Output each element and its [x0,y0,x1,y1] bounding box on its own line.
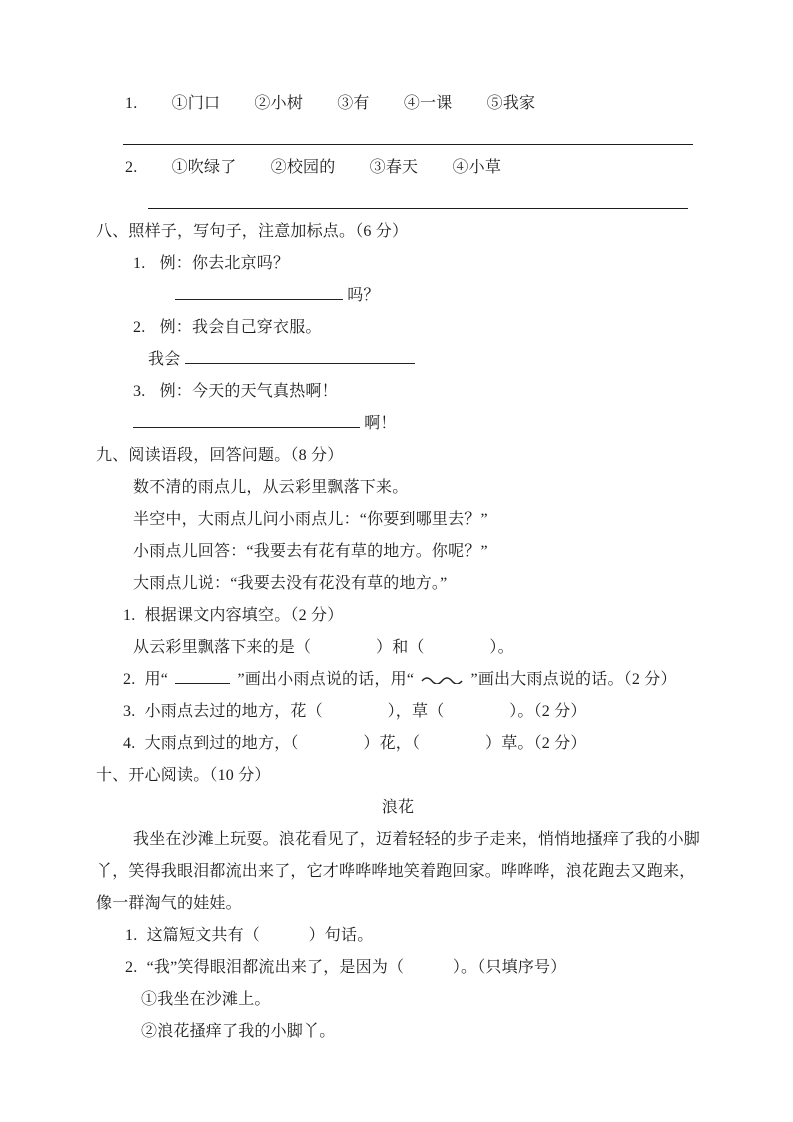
passage-line: 我坐在沙滩上玩耍。浪花看见了，迈着轻轻的步子走来，悄悄地搔痒了我的小脚 [133,831,701,848]
word-order-item-2 [96,152,700,184]
example-sentence: 例：我会自己穿衣服。 [159,319,322,336]
section-9-question-1 [96,600,700,632]
item-number: 1. [133,255,146,272]
passage-line: 丫，笑得我眼泪都流出来了，它才哗哗哗地笑着跑回家。哗哗哗，浪花跑去又跑来， [96,863,696,880]
section-9-question-3 [96,696,700,728]
passage-line: 数不清的雨点儿，从云彩里飘落下来。 [133,479,409,496]
question-number: 4. [123,735,136,752]
item-number: 2. [133,319,146,336]
question-number: 2. [125,959,138,976]
answer-line [123,120,693,145]
question-text: ”画出大雨点说的话。（2 分） [470,671,677,688]
worksheet-content [96,88,700,1048]
passage-title: 浪花 [381,799,415,816]
section-8-answer-1 [96,280,700,312]
item-number: 1. [125,95,138,112]
answer-line-row [96,120,700,152]
word-option: ④一课 [403,95,453,112]
question-number: 3. [123,703,136,720]
fill-blank-line [185,346,415,364]
question-number: 2. [123,671,136,688]
section-8-item-2 [96,312,700,344]
example-sentence: 例：今天的天气真热啊！ [159,383,338,400]
question-text: 大雨点到过的地方，（ ）花，（ ）草。（2 分） [144,735,587,752]
passage-line: 半空中，大雨点儿问小雨点儿：“你要到哪里去？” [133,511,488,528]
word-order-item-1 [96,88,700,120]
passage-line: 大雨点儿说：“我要去没有花没有草的地方。” [133,575,448,592]
word-option: ①吹绿了 [171,159,237,176]
choice-option-2: ②浪花搔痒了我的小脚丫。 [141,1023,336,1040]
answer-suffix: 吗？ [347,287,380,304]
example-sentence: 例：你去北京吗？ [159,255,290,272]
question-text: “我”笑得眼泪都流出来了，是因为（ ）。（只填序号） [146,959,567,976]
choice-option-1: ①我坐在沙滩上。 [141,991,271,1008]
section-8-answer-2 [96,344,700,376]
answer-line [148,184,688,209]
answer-line-row [96,184,700,216]
section-10-question-2 [96,952,700,984]
item-number: 3. [133,383,146,400]
word-option: ⑤我家 [486,95,536,112]
word-option: ③春天 [369,159,419,176]
section-8-answer-3 [96,408,700,440]
word-option: ③有 [337,95,370,112]
question-text: ”画出小雨点说的话，用“ [237,671,415,688]
answer-suffix: 啊！ [364,415,397,432]
question-number: 1. [123,607,136,624]
fill-blank-line [175,282,343,300]
question-text: 用“ [144,671,169,688]
question-text: 这篇短文共有（ ）句话。 [146,927,374,944]
section-9-question-4 [96,728,700,760]
section-8-item-1 [96,248,700,280]
word-option: ②校园的 [270,159,336,176]
word-option: ①门口 [171,95,221,112]
item-number: 2. [125,159,138,176]
section-9-question-1-subline: 从云彩里飘落下来的是（ ）和（ ）。 [133,639,514,656]
section-8-item-3 [96,376,700,408]
question-text: 根据课文内容填空。（2 分） [144,607,344,624]
question-number: 1. [125,927,138,944]
question-text: 小雨点去过的地方，花（ ），草（ ）。（2 分） [144,703,587,720]
section-9-question-2 [96,664,700,696]
section-8-title: 八、照样子，写句子，注意加标点。（6 分） [96,223,409,240]
section-10-title: 十、开心阅读。（10 分） [96,767,271,784]
word-option: ②小树 [254,95,304,112]
wavy-underline-icon [421,664,463,696]
section-10-question-1 [96,920,700,952]
passage-line: 小雨点儿回答：“我要去有花有草的地方。你呢？” [133,543,488,560]
straight-underline-mark [175,669,230,684]
answer-prefix: 我会 [148,351,181,368]
passage-line: 像一群淘气的娃娃。 [96,895,242,912]
section-9-title: 九、阅读语段，回答问题。（8 分） [96,447,344,464]
fill-blank-line [133,410,360,428]
word-option: ④小草 [452,159,502,176]
